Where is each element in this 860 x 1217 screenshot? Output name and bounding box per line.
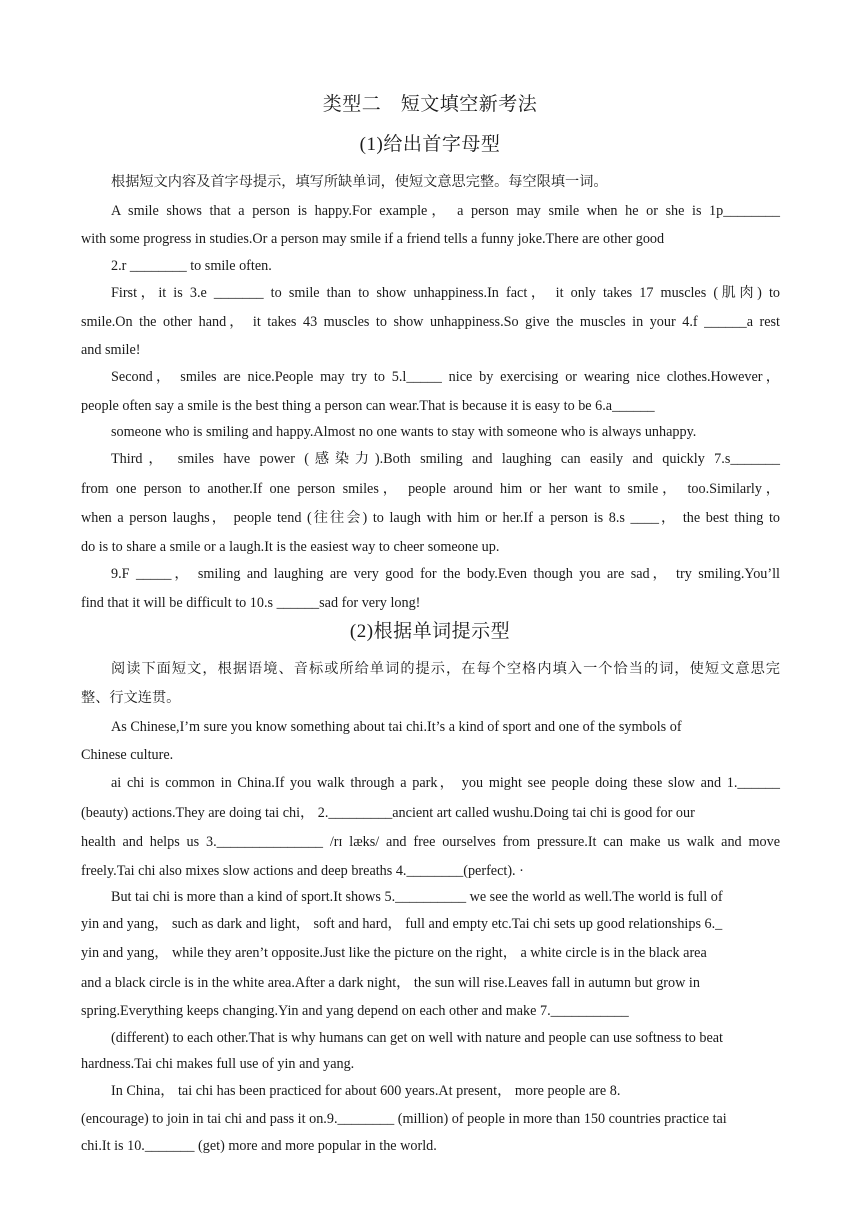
passage-1-line: Second， smiles are nice.People may try to 5.l_____ nice by exercising or wearing nice clothes.However， bbox=[111, 369, 780, 385]
passage-2-line: hardness.Tai chi makes full use of yin and yang. bbox=[81, 1056, 355, 1072]
passage-1-line: from one person to another.If one person smiles， people around him or her want to smile， too.Similarly， bbox=[81, 481, 780, 497]
passage-2-line: Chinese culture. bbox=[81, 747, 174, 763]
passage-2-line: yin and yang， such as dark and light， soft and hard， full and empty etc.Tai chi sets up good relationships 6._ bbox=[81, 916, 723, 932]
passage-1-line: and smile! bbox=[81, 342, 141, 358]
passage-2-line: ai chi is common in China.If you walk through a park， you might see people doing these slow and 1.______ bbox=[111, 775, 780, 791]
passage-1-line: people often say a smile is the best thing a person can wear.That is because it is easy to be 6.a______ bbox=[81, 398, 655, 414]
passage-1-line: 2.r ________ to smile often. bbox=[111, 258, 272, 274]
passage-2-line: (encourage) to join in tai chi and pass it on.9.________ (million) of people in more than 150 countries practice tai bbox=[81, 1111, 727, 1127]
section-1-instruction: 根据短文内容及首字母提示，填写所缺单词，使短文意思完整。每空限填一词。 bbox=[111, 174, 608, 190]
passage-2-line: spring.Everything keeps changing.Yin and yang depend on each other and make 7.___________ bbox=[81, 1003, 629, 1019]
passage-2-line: freely.Tai chi also mixes slow actions and deep breaths 4.________(perfect). · bbox=[81, 863, 524, 879]
passage-1-line: First，it is 3.e _______ to smile than to show unhappiness.In fact， it only takes 17 muscles (肌肉) to bbox=[111, 285, 780, 301]
passage-2-line: In China， tai chi has been practiced for about 600 years.At present， more people are 8. bbox=[111, 1083, 621, 1099]
passage-1-line: do is to share a smile or a laugh.It is the easiest way to cheer someone up. bbox=[81, 539, 500, 555]
section-2-instruction: 阅读下面短文，根据语境、音标或所给单词的提示，在每个空格内填入一个恰当的词，使短文意思完 bbox=[111, 661, 780, 677]
passage-2-line: (beauty) actions.They are doing tai chi， 2._________ancient art called wushu.Doing tai chi is good for our bbox=[81, 805, 695, 821]
passage-1-line: find that it will be difficult to 10.s ______sad for very long! bbox=[81, 595, 421, 611]
passage-2-line: (different) to each other.That is why humans can get on well with nature and people can use softness to beat bbox=[111, 1030, 723, 1046]
passage-1-line: when a person laughs， people tend (往往会) to laugh with him or her.If a person is 8.s ____， the best thing to bbox=[81, 510, 780, 526]
main-title: 类型二 短文填空新考法 bbox=[322, 94, 538, 115]
section-2-title: (2)根据单词提示型 bbox=[349, 621, 511, 642]
passage-1-line: someone who is smiling and happy.Almost no one wants to stay with someone who is always unhappy. bbox=[111, 424, 697, 440]
section-1-title: (1)给出首字母型 bbox=[359, 134, 501, 155]
passage-1-line: with some progress in studies.Or a person may smile if a friend tells a funny joke.There are other good bbox=[81, 231, 665, 247]
passage-1-line: 9.F _____， smiling and laughing are very good for the body.Even though you are sad， try smiling.You’ll bbox=[111, 566, 780, 582]
passage-2-line: yin and yang， while they aren’t opposite.Just like the picture on the right， a white circle is in the black area bbox=[81, 945, 707, 961]
passage-2-line: As Chinese,I’m sure you know something about tai chi.It’s a kind of sport and one of the symbols of bbox=[111, 719, 682, 735]
passage-1-line: smile.On the other hand， it takes 43 muscles to show unhappiness.So give the muscles in your 4.f ______a rest bbox=[81, 314, 780, 330]
section-2-instruction: 整、行文连贯。 bbox=[81, 690, 181, 706]
passage-2-line: chi.It is 10._______ (get) more and more popular in the world. bbox=[81, 1138, 437, 1154]
passage-1-line: A smile shows that a person is happy.For example， a person may smile when he or she is 1p________ bbox=[111, 203, 780, 219]
passage-2-line: and a black circle is in the white area.After a dark night， the sun will rise.Leaves fall in autumn but grow in bbox=[81, 975, 700, 991]
passage-1-line: Third， smiles have power (感染力).Both smiling and laughing can easily and quickly 7.s_______ bbox=[111, 451, 780, 467]
passage-2-line: But tai chi is more than a kind of sport.It shows 5.__________ we see the world as well.The world is full of bbox=[111, 889, 723, 905]
passage-2-line: health and helps us 3._______________ /rɪ læks/ and free ourselves from pressure.It can make us walk and move bbox=[81, 834, 780, 850]
